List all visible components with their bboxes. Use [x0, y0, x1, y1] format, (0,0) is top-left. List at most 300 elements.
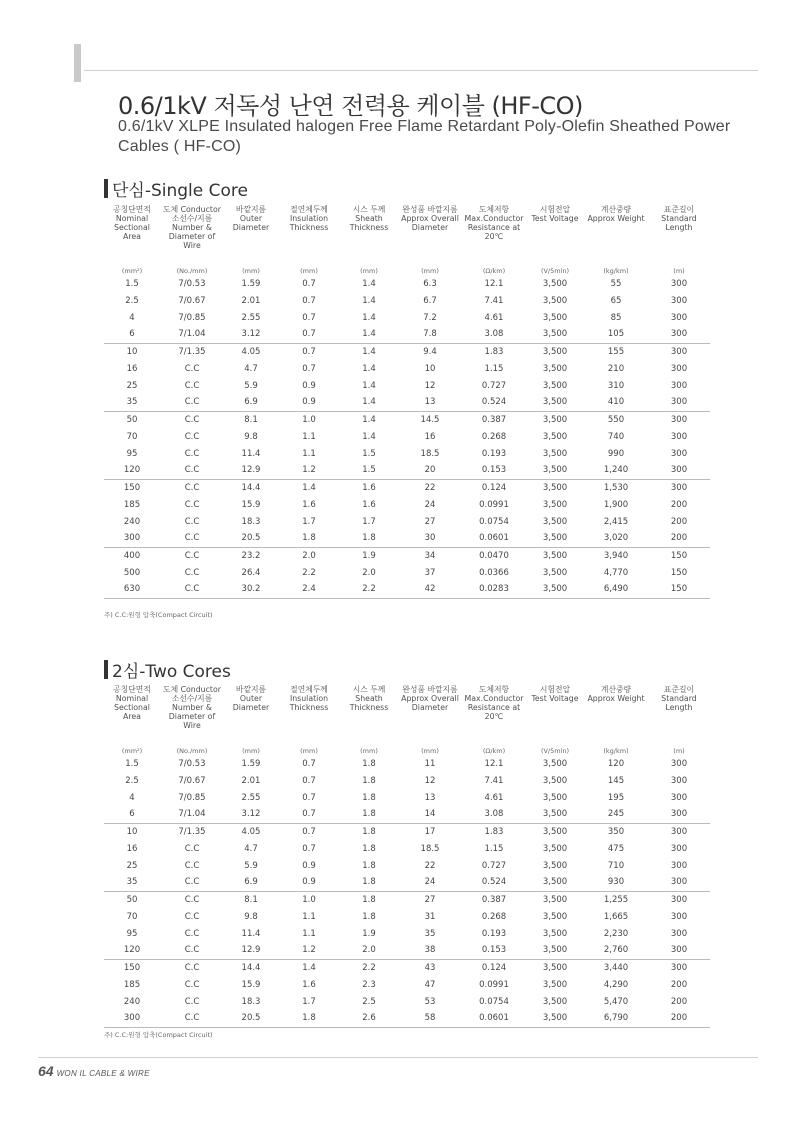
table-row — [104, 772, 710, 789]
header-label-en: Number & Diameter of Wire — [168, 703, 216, 730]
table-cell: 1.8 — [278, 1010, 340, 1027]
table-cell: 15.9 — [241, 499, 261, 510]
table-cell: 37 — [424, 567, 436, 578]
table-row — [104, 857, 710, 874]
table-cell: 4.05 — [224, 343, 278, 360]
column-header — [526, 205, 584, 263]
page-number: 64 — [38, 1063, 54, 1079]
table-cell: 7/0.85 — [178, 792, 206, 803]
table-cell: 1.5 — [125, 758, 139, 769]
table-cell: 0.0601 — [462, 1010, 526, 1027]
header-label-ko: 바깥지름 — [235, 205, 267, 214]
table-cell: 2.2 — [340, 581, 398, 598]
table-cell: 1.8 — [362, 792, 376, 803]
table-cell: 17 — [398, 823, 462, 840]
table-cell: 930 — [607, 877, 625, 888]
header-label-ko: 공칭단면적 — [113, 205, 151, 214]
table-cell: 3,500 — [542, 397, 568, 408]
header-label-ko: 바깥지름 — [235, 685, 267, 694]
footer-divider — [38, 1057, 758, 1058]
table-cell: 4 — [129, 312, 135, 323]
table-cell: C.C — [184, 945, 200, 956]
table-cell: 0.7 — [302, 758, 316, 769]
table-cell: 245 — [607, 809, 625, 820]
table-cell: 31 — [424, 911, 436, 922]
table-cell: 1.4 — [362, 363, 376, 374]
header-label-en: Nominal Sectional Area — [114, 214, 150, 241]
table-cell: 1.0 — [278, 411, 340, 428]
unit-cell: (Ω/km) — [482, 267, 506, 275]
table-cell: 2.01 — [241, 775, 261, 786]
table-cell: 155 — [584, 343, 648, 360]
table-cell: C.C — [184, 877, 200, 888]
table-cell: 6.7 — [423, 295, 437, 306]
table-cell: 14.4 — [224, 959, 278, 976]
table-cell: 35 — [126, 877, 138, 888]
table-cell: 6,490 — [584, 581, 648, 598]
table-cell: 3,440 — [584, 959, 648, 976]
table-cell: 3,500 — [542, 860, 568, 871]
table-cell: 3,500 — [542, 979, 568, 990]
table-cell: 300 — [670, 397, 688, 408]
header-label-ko: 시스 두께 — [352, 205, 386, 214]
table-cell: 2.4 — [278, 581, 340, 598]
table-cell: 0.0470 — [462, 547, 526, 564]
column-header — [340, 685, 398, 743]
table-cell: 300 — [670, 843, 688, 854]
table-cell: 95 — [126, 448, 138, 459]
table-cell: C.C — [184, 380, 200, 391]
table-cell: 30.2 — [224, 581, 278, 598]
table-cell: 1.1 — [302, 448, 316, 459]
header-label-en: Number & Diameter of Wire — [168, 223, 216, 250]
header-label-ko: 소선수/지름 — [171, 694, 213, 703]
table-cell: 300 — [670, 809, 688, 820]
table-cell: 7/0.53 — [178, 278, 206, 289]
table-cell: 200 — [670, 533, 688, 544]
table-cell: C.C — [160, 891, 224, 908]
table-cell: 2.6 — [340, 1010, 398, 1027]
table-cell: 0.7 — [302, 775, 316, 786]
table-cell: 20 — [424, 465, 436, 476]
unit-cell: (mm) — [300, 267, 318, 275]
table-cell: C.C — [184, 431, 200, 442]
table-cell: 4 — [129, 792, 135, 803]
table-cell: 4.05 — [224, 823, 278, 840]
page-title-english: 0.6/1kV XLPE Insulated halogen Free Flame Retardant Poly-Olefin Sheathed Power Cables ( HF-CO) — [118, 118, 731, 155]
table-cell: 0.9 — [302, 877, 316, 888]
table-row — [104, 840, 710, 857]
table-body — [104, 275, 710, 598]
column-header — [278, 205, 340, 263]
table-cell: 300 — [104, 1010, 160, 1027]
table-cell: C.C — [160, 959, 224, 976]
table-cell: 200 — [670, 499, 688, 510]
table-cell: 3.12 — [241, 809, 261, 820]
table-cell: 1,255 — [584, 891, 648, 908]
table-row — [104, 326, 710, 343]
table-cell: 23.2 — [224, 547, 278, 564]
table-cell: 13 — [424, 792, 436, 803]
header-label-ko: 완성품 바깥지름 — [402, 685, 458, 694]
table-cell: 22 — [424, 860, 436, 871]
table-cell: 300 — [648, 343, 710, 360]
table-cell: 2.2 — [302, 567, 316, 578]
table-cell: 1.6 — [302, 499, 316, 510]
table-row — [104, 360, 710, 377]
table-cell: 2.55 — [241, 792, 261, 803]
column-header — [462, 685, 526, 743]
page-title-korean: 0.6/1kV 저독성 난연 전력용 케이블 (HF-CO) — [118, 92, 583, 120]
heading-bar-icon — [104, 179, 108, 198]
table-cell: 300 — [670, 945, 688, 956]
table-head — [104, 205, 710, 275]
table-cell: 2.5 — [362, 996, 376, 1007]
table-cell: 300 — [123, 533, 141, 544]
table-cell: 1.83 — [462, 823, 526, 840]
column-header — [160, 205, 224, 263]
table-cell: 27 — [398, 891, 462, 908]
table-cell: 4,290 — [603, 979, 629, 990]
header-group-label: 도체 Conductor — [163, 205, 221, 214]
column-header — [340, 205, 398, 263]
table-cell: 1.8 — [362, 533, 376, 544]
table-cell: 0.193 — [481, 928, 507, 939]
table-cell: 1.1 — [302, 928, 316, 939]
table-cell: 300 — [670, 312, 688, 323]
table-cell: 5.9 — [244, 860, 258, 871]
table-cell: 6,790 — [584, 1010, 648, 1027]
table-cell: 9.4 — [398, 343, 462, 360]
header-label-en: Outer Diameter — [232, 694, 270, 712]
table-cell: 3,500 — [526, 1010, 584, 1027]
table-cell: 300 — [670, 363, 688, 374]
table-cell: 35 — [424, 928, 436, 939]
table-cell: 1.6 — [302, 979, 316, 990]
table-cell: 1.2 — [302, 465, 316, 476]
table-cell: 3,500 — [542, 809, 568, 820]
table-cell: 2.0 — [362, 945, 376, 956]
header-label-ko: 절연체두께 — [290, 685, 328, 694]
table-cell: 1.4 — [340, 411, 398, 428]
table-cell: 1.4 — [340, 343, 398, 360]
table-cell: 20.5 — [241, 533, 261, 544]
table-cell: 26.4 — [241, 567, 261, 578]
table-cell: 150 — [104, 479, 160, 496]
table-cell: 10 — [104, 823, 160, 840]
table-cell: C.C — [184, 860, 200, 871]
column-header — [648, 685, 710, 743]
table-cell: 240 — [123, 516, 141, 527]
table-cell: C.C — [184, 499, 200, 510]
table-cell: 25 — [126, 860, 138, 871]
header-label-en: Insulation Thickness — [289, 214, 329, 232]
table-cell: 1.59 — [241, 758, 261, 769]
table-row — [104, 925, 710, 942]
table-cell: 2.3 — [362, 979, 376, 990]
page-footer — [38, 1063, 150, 1081]
table-cell: 6.9 — [244, 397, 258, 408]
table-cell: 300 — [670, 911, 688, 922]
table-row — [104, 976, 710, 993]
table-cell: 5,470 — [603, 996, 629, 1007]
table-cell: 1.4 — [362, 380, 376, 391]
two-core-table — [104, 685, 710, 1028]
header-label-ko: 표준길이 — [663, 685, 695, 694]
single-core-table — [104, 205, 710, 599]
header-label-en: Test Voltage — [531, 214, 579, 223]
units-row — [104, 263, 710, 275]
table-cell: C.C — [184, 928, 200, 939]
table-cell: 0.0366 — [479, 567, 509, 578]
table-cell: 3,500 — [542, 465, 568, 476]
table-cell: 300 — [670, 775, 688, 786]
table-cell: 0.0283 — [462, 581, 526, 598]
table-cell: 0.153 — [481, 465, 507, 476]
header-label-en: Max.Conductor Resistance at 20℃ — [464, 214, 524, 241]
table-row — [104, 292, 710, 309]
table-cell: 300 — [670, 431, 688, 442]
table-cell: 0.387 — [462, 891, 526, 908]
table-row — [104, 445, 710, 462]
table-cell: 14.5 — [398, 411, 462, 428]
table-row — [104, 428, 710, 445]
table-cell: 18.3 — [241, 516, 261, 527]
table-cell: 195 — [607, 792, 625, 803]
table-cell: 1.15 — [484, 843, 504, 854]
table-cell: 0.7 — [278, 343, 340, 360]
table-cell: 3,940 — [584, 547, 648, 564]
table-cell: 3,500 — [526, 891, 584, 908]
column-header — [584, 205, 648, 263]
table-cell: 11.4 — [241, 448, 261, 459]
unit-cell: (mm²) — [121, 747, 143, 755]
unit-cell: (V/5min) — [540, 747, 570, 755]
table-cell: 3,500 — [526, 343, 584, 360]
table-cell: 1.15 — [484, 363, 504, 374]
table-cell: 0.727 — [481, 380, 507, 391]
table-cell: 0.0991 — [479, 979, 509, 990]
table-cell: 58 — [398, 1010, 462, 1027]
table-row — [104, 309, 710, 326]
table-cell: 47 — [424, 979, 436, 990]
table-cell: C.C — [160, 411, 224, 428]
table-cell: 1.7 — [302, 516, 316, 527]
header-label-ko: 표준길이 — [663, 205, 695, 214]
table-row — [104, 959, 710, 976]
table-row — [104, 496, 710, 513]
table-cell: 7.8 — [423, 329, 437, 340]
column-header — [224, 205, 278, 263]
table-cell: 7/1.35 — [160, 823, 224, 840]
table-cell: 7/0.53 — [178, 758, 206, 769]
table-cell: 2.0 — [362, 567, 376, 578]
column-header — [584, 685, 648, 743]
table-cell: 300 — [648, 411, 710, 428]
table-cell: 3,020 — [603, 533, 629, 544]
table-cell: 10 — [104, 343, 160, 360]
table-cell: 0.9 — [302, 380, 316, 391]
table-cell: 2,415 — [603, 516, 629, 527]
single-core-heading-text: 단심-Single Core — [112, 181, 248, 201]
header-group-label: 도체 Conductor — [163, 685, 221, 694]
unit-cell: (kg/km) — [603, 747, 629, 755]
table-cell: 42 — [398, 581, 462, 598]
table-cell: 0.7 — [302, 363, 316, 374]
units-row — [104, 743, 710, 755]
table-cell: 1.4 — [362, 329, 376, 340]
table-cell: 2.5 — [125, 295, 139, 306]
table-row — [104, 394, 710, 411]
table-cell: 12.1 — [484, 278, 504, 289]
header-label-en: Approx Overall Diameter — [401, 214, 459, 232]
table-cell: 475 — [607, 843, 625, 854]
table-cell: 1.8 — [362, 809, 376, 820]
table-cell: 1,900 — [603, 499, 629, 510]
table-cell: C.C — [160, 1010, 224, 1027]
table-cell: C.C — [184, 911, 200, 922]
table-cell: 16 — [126, 363, 138, 374]
table-cell: 1,240 — [603, 465, 629, 476]
table-row — [104, 479, 710, 496]
table-cell: 400 — [104, 547, 160, 564]
table-cell: 3,500 — [526, 959, 584, 976]
table-cell: 3,500 — [542, 278, 568, 289]
unit-cell: (No./mm) — [176, 747, 208, 755]
table-cell: 120 — [607, 758, 625, 769]
table-cell: 350 — [584, 823, 648, 840]
table-cell: 0.7 — [302, 329, 316, 340]
table-cell: 7/0.67 — [178, 775, 206, 786]
table-cell: 14 — [424, 809, 436, 820]
header-row — [104, 685, 710, 743]
table-cell: 1.4 — [362, 431, 376, 442]
table-cell: 0.9 — [302, 860, 316, 871]
table-cell: 0.7 — [302, 278, 316, 289]
unit-cell: (mm) — [300, 747, 318, 755]
table-cell: 7.41 — [484, 775, 504, 786]
header-label-en: Standard Length — [661, 214, 697, 232]
table-row — [104, 564, 710, 581]
table-row — [104, 789, 710, 806]
table-cell: 150 — [648, 581, 710, 598]
table-cell: 3,500 — [542, 911, 568, 922]
table-row — [104, 581, 710, 598]
table-cell: 200 — [670, 979, 688, 990]
table-cell: 0.7 — [278, 823, 340, 840]
top-divider — [84, 70, 758, 71]
table-row — [104, 547, 710, 564]
table-cell: 4.7 — [244, 843, 258, 854]
unit-cell: (Ω/km) — [482, 747, 506, 755]
table-cell: 25 — [126, 380, 138, 391]
table-cell: 14.4 — [224, 479, 278, 496]
unit-cell: (mm²) — [121, 267, 143, 275]
table-cell: 210 — [607, 363, 625, 374]
table-cell: 310 — [607, 380, 625, 391]
table-cell: 1.5 — [362, 448, 376, 459]
table-cell: 300 — [648, 959, 710, 976]
table-cell: 2,230 — [603, 928, 629, 939]
table-cell: 2.5 — [125, 775, 139, 786]
table-cell: 13 — [424, 397, 436, 408]
table-cell: 2,760 — [603, 945, 629, 956]
unit-cell: (mm) — [242, 267, 260, 275]
table-cell: 1.83 — [462, 343, 526, 360]
table-cell: 70 — [126, 431, 138, 442]
table-cell: 300 — [670, 877, 688, 888]
brand-name: WON IL CABLE & WIRE — [56, 1069, 150, 1078]
header-label-ko: 시험전압 — [539, 205, 571, 214]
table-cell: 3,500 — [542, 295, 568, 306]
table-cell: 3,500 — [526, 581, 584, 598]
header-label-en: Test Voltage — [531, 694, 579, 703]
table-cell: 300 — [648, 891, 710, 908]
table-cell: 70 — [126, 911, 138, 922]
table-cell: 0.387 — [462, 411, 526, 428]
table-row — [104, 942, 710, 959]
table-cell: 240 — [123, 996, 141, 1007]
table-cell: 0.524 — [481, 397, 507, 408]
table-cell: 300 — [670, 380, 688, 391]
unit-cell: (No./mm) — [176, 267, 208, 275]
table-cell: 3,500 — [526, 411, 584, 428]
header-label-ko: 공칭단면적 — [113, 685, 151, 694]
table-cell: 1.6 — [340, 479, 398, 496]
header-row — [104, 205, 710, 263]
table-cell: 3,500 — [526, 547, 584, 564]
column-header — [398, 205, 462, 263]
table-cell: 1.4 — [362, 312, 376, 323]
table-cell: 0.524 — [481, 877, 507, 888]
table-cell: 2.01 — [241, 295, 261, 306]
header-label-ko: 시험전압 — [539, 685, 571, 694]
table-cell: 200 — [670, 996, 688, 1007]
table-cell: 12.9 — [241, 465, 261, 476]
table-cell: 6.9 — [244, 877, 258, 888]
table-cell: 1.1 — [302, 431, 316, 442]
table-cell: 1.8 — [362, 911, 376, 922]
table-cell: 50 — [104, 891, 160, 908]
table-cell: 1.5 — [362, 465, 376, 476]
table-cell: 7/1.04 — [178, 809, 206, 820]
header-label-en: Sheath Thickness — [349, 214, 389, 232]
header-label-en: Max.Conductor Resistance at 20℃ — [464, 694, 524, 721]
table-cell: 3,500 — [542, 533, 568, 544]
table-cell: 105 — [607, 329, 625, 340]
table-cell: 9.8 — [244, 911, 258, 922]
table-cell: 3,500 — [526, 823, 584, 840]
table-cell: 22 — [398, 479, 462, 496]
table-cell: 4.61 — [484, 312, 504, 323]
table-cell: 85 — [610, 312, 622, 323]
table-cell: C.C — [184, 567, 200, 578]
table-cell: C.C — [184, 363, 200, 374]
table-cell: 300 — [670, 329, 688, 340]
table-cell: 990 — [607, 448, 625, 459]
header-label-ko: 절연체두께 — [290, 205, 328, 214]
table-cell: 3,500 — [542, 877, 568, 888]
table-cell: 1.4 — [362, 295, 376, 306]
table-cell: 1.1 — [302, 911, 316, 922]
table-cell: 0.7 — [302, 312, 316, 323]
spec-table — [104, 205, 710, 599]
table-cell: 7/1.35 — [160, 343, 224, 360]
table-cell: 9.8 — [244, 431, 258, 442]
table-row — [104, 891, 710, 908]
table-cell: 43 — [398, 959, 462, 976]
table-row — [104, 343, 710, 360]
